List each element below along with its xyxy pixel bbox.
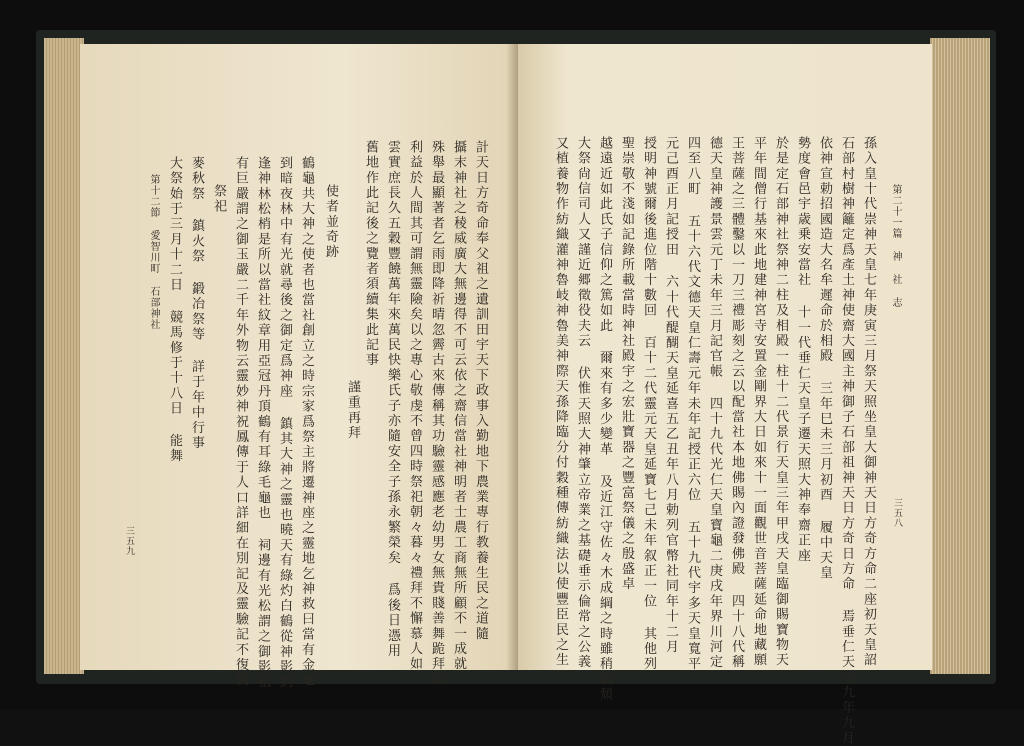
right-column-14: 大祭尙信司人又謹近郷徵役夫云 伏惟天照大神肇立帝業之基礎垂示倫常之公義	[575, 136, 590, 670]
section-column-2: 到暗夜林中有光就尋後之御定爲神座 鎮其大神之靈也曉天有綠灼白鶴從神影到	[277, 156, 292, 690]
right-column-9: 四至八町 五十六代文德天皇仁壽元年未年記授正六位 五十九代宇多天皇寬平	[685, 136, 700, 672]
right-column-10: 元己酉正月記授田 六十代醍醐天皇延喜五乙丑年八月勅列官幣社同年十二月	[663, 136, 678, 655]
right-column-8: 德天皇神護景雲元丁未年三月記官帳 四十九代光仁天皇寶龜二庚戌年界川河定	[707, 136, 722, 670]
body-column-6: 舊地作此記後之覽者須續集此記事	[363, 140, 378, 368]
festival-line-1: 麥秋祭 鎮火祭 鍛冶祭等 詳于年中行事	[189, 156, 204, 451]
open-book	[36, 30, 996, 746]
right-column-5: 於是定石部神社祭神二柱及相殿一柱十二代景行天皇三年甲戌天皇臨御賜寶物天	[773, 136, 788, 668]
left-page-footer: 第十二節 愛智川町 石部神社	[148, 174, 159, 330]
right-column-3: 依神宣勅招國造大名牟遲命於相殿 三年巳未三月初酉 履中天皇	[817, 136, 832, 581]
right-column-1: 孫入皇十代崇神天皇七年庚寅三月祭天照坐皇大御神天日方奇方命二座初天皇詔	[861, 136, 876, 668]
right-column-7: 王菩薩之三體鑿以一刀三禮彫刻之云以配當社本地佛賜內證發佛殿 四十八代稱	[729, 136, 744, 670]
body-column-4: 利益於人間其可謂無靈險矣以之專心敬虔不曾四時祭祀朝々暮々禮拜不懈慕人如	[407, 140, 422, 672]
left-page-number: 三五九	[124, 526, 134, 556]
right-page-number: 三五八	[892, 498, 902, 528]
section-column-4: 有巨嚴謂之御玉嚴二千年外物云靈妙神祝鳳傳于人口詳細在別記及靈驗記不復贅	[233, 156, 248, 688]
signature: 謹重再拜	[345, 380, 360, 441]
left-page-edges	[44, 38, 84, 674]
right-column-6: 平年間僧行基來此地建神宮寺安置金剛界大日如來十一面觀世音菩薩延命地藏願	[751, 136, 766, 668]
right-page-edges	[930, 38, 990, 674]
body-column-3: 殊舉最顯著者乞雨即降祈晴忽霽古來傳稱其功驗靈感應老幼男女無貴賤善舞跪拜與	[429, 140, 444, 688]
body-column-2: 攝末神社之稜威廣大無邊得不可云依之齋信當社神明者士農工商無所顧不一成就	[451, 140, 466, 672]
right-column-12: 聖崇敬不淺如記錄所載當時神社殿宇之宏壯寶器之豐富祭儀之殷盛卓	[619, 136, 634, 592]
section-title: 使者並奇跡	[323, 184, 338, 260]
right-column-2: 石部村樹神籬定爲產土神使齋大國主神御子石部祖神天日方奇日方命 焉垂仁天皇九年九月	[839, 136, 854, 746]
right-column-11: 授明神號爾後進位階十數回 百十二代靈元天皇延寶七己未年叙正一位 其他列	[641, 136, 656, 672]
right-column-15: 又植養物作紡織灌神魯岐神魯美神際天孫降臨分付穀種傳紡織法以使豐臣民之生	[553, 136, 568, 668]
right-column-13: 越遠近如此氏子信仰之篤如此 爾來有多少變革 及近江守佐々木成綱之時雖稍衰頹	[597, 136, 612, 703]
right-column-4: 勢度會邑宇歳乗安當社 十一代垂仁天皇子遷天照大神奉齋正座	[795, 136, 810, 564]
section-column-1: 鶴龜共大神之使者也當社創立之時宗家爲祭主將遷神座之靈地乞神救曰當有金龜	[299, 156, 314, 688]
right-page	[518, 44, 932, 746]
left-page	[80, 44, 518, 690]
body-column-5: 雲實庶長久五穀豐饒萬年來萬民快樂氏子亦隨安全子孫永繁榮矣 爲後日憑用	[385, 140, 400, 659]
right-page-header: 第二十一篇 神 社 志	[890, 184, 901, 308]
section-column-3: 逢神林松梢是所以當社紋章用亞冠丹頂鶴有耳綠毛龜也 祠邊有光松謂之御影松	[255, 156, 270, 690]
festival-line-2: 大祭始于三月十二日 競馬修于十八日 能舞	[167, 156, 182, 464]
body-column-1: 計天日方奇命奉父祖之遺訓田宇天下政事入勤地下農業專行教養生民之道隨	[473, 140, 488, 642]
festival-title: 祭祀	[211, 184, 226, 215]
